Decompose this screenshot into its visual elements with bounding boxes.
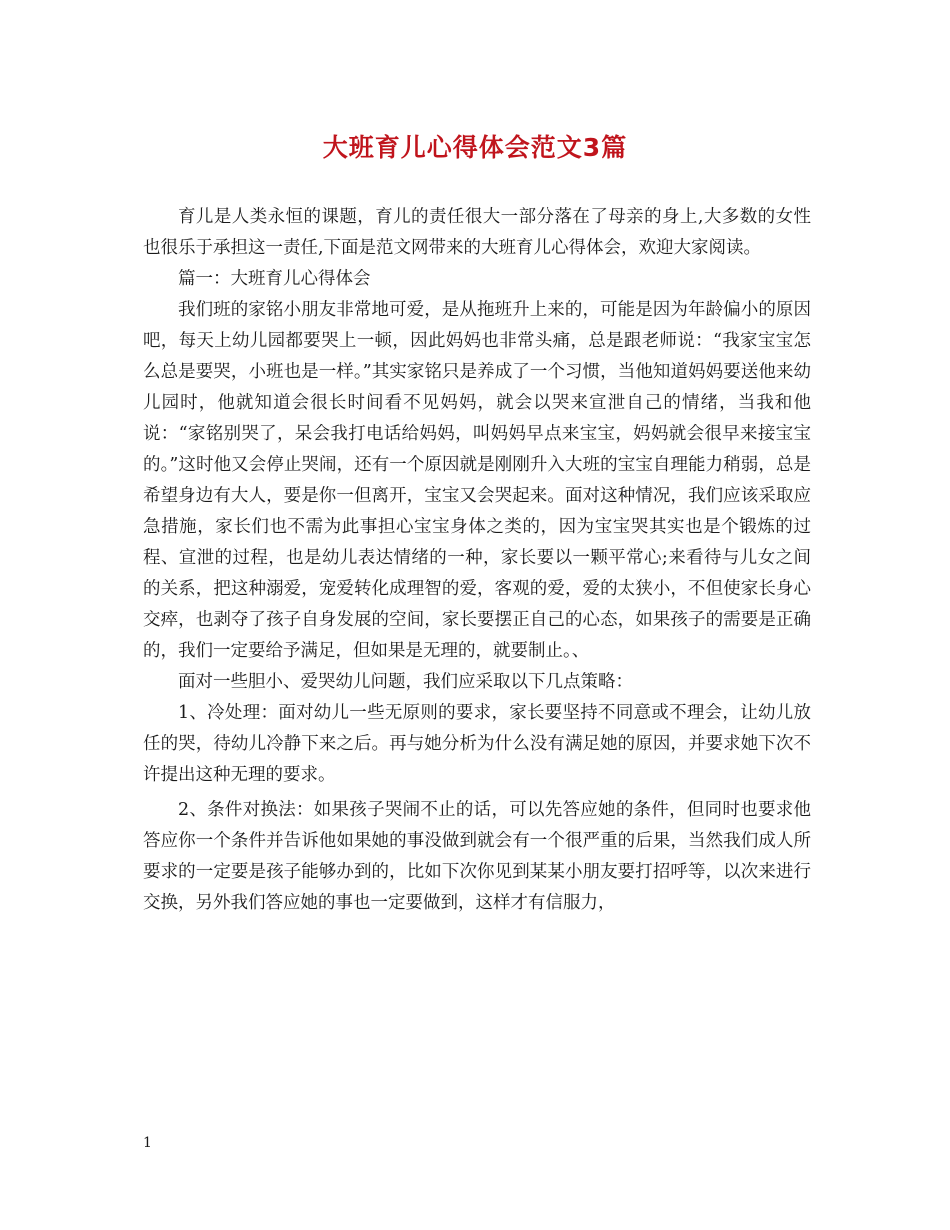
document-body (143, 202, 811, 919)
page-number: 1 (143, 1135, 152, 1151)
document-title: 大班育儿心得体会范文3篇 (322, 133, 628, 162)
body-paragraph: 我们班的家铭小朋友非常地可爱，是从拖班升上来的，可能是因为年龄偏小的原因吧，每天上幼儿园都要哭上一顿，因此妈妈也非常头痛，总是跟老师说：“我家宝宝怎么总是要哭，小班也是一样。”其实家铭只是养成了一个习惯，当他知道妈妈要送他来幼儿园时，他就知道会很长时间看不见妈妈，就会以哭来宣泄自己的情绪，当我和他说：“家铭别哭了，呆会我打电话给妈妈，叫妈妈早点来宝宝，妈妈就会很早来接宝宝的。”这时他又会停止哭闹，还有一个原因就是刚刚升入大班的宝宝自理能力稍弱，总是希望身边有大人，要是你一但离开，宝宝又会哭起来。面对这种情况，我们应该采取应急措施，家长们也不需为此事担心宝宝身体之类的，因为宝宝哭其实也是个锻炼的过程、宣泄的过程，也是幼儿表达情绪的一种，家长要以一颗平常心;来看待与儿女之间的关系，把这种溺爱，宠爱转化成理智的爱，客观的爱，爱的太狭小，不但使家长身心交瘁，也剥夺了孩子自身发展的空间，家长要摆正自己的心态，如果孩子的需要是正确的，我们一定要给予满足，但如果是无理的，就要制止。、 (143, 300, 811, 661)
section-heading: 篇一：大班育儿心得体会 (178, 269, 371, 289)
intro-paragraph: 育儿是人类永恒的课题，育儿的责任很大一部分落在了母亲的身上,大多数的女性也很乐于承担这一责任,下面是范文网带来的大班育儿心得体会，欢迎大家阅读。 (143, 207, 811, 258)
body-paragraph: 面对一些胆小、爱哭幼儿问题，我们应采取以下几点策略： (178, 672, 633, 692)
strategy-paragraph: 1、冷处理：面对幼儿一些无原则的要求，家长要坚持不同意或不理会，让幼儿放任的哭，待幼儿冷静下来之后。再与她分析为什么没有满足她的原因，并要求她下次不许提出这种无理的要求。 (143, 703, 811, 785)
strategy-paragraph: 2、条件对换法：如果孩子哭闹不止的话，可以先答应她的条件，但同时也要求他答应你一个条件并告诉他如果她的事没做到就会有一个很严重的后果，当然我们成人所要求的一定要是孩子能够办到的，比如下次你见到某某小朋友要打招呼等，以次来进行交换，另外我们答应她的事也一定要做到，这样才有信服力， (143, 800, 811, 913)
